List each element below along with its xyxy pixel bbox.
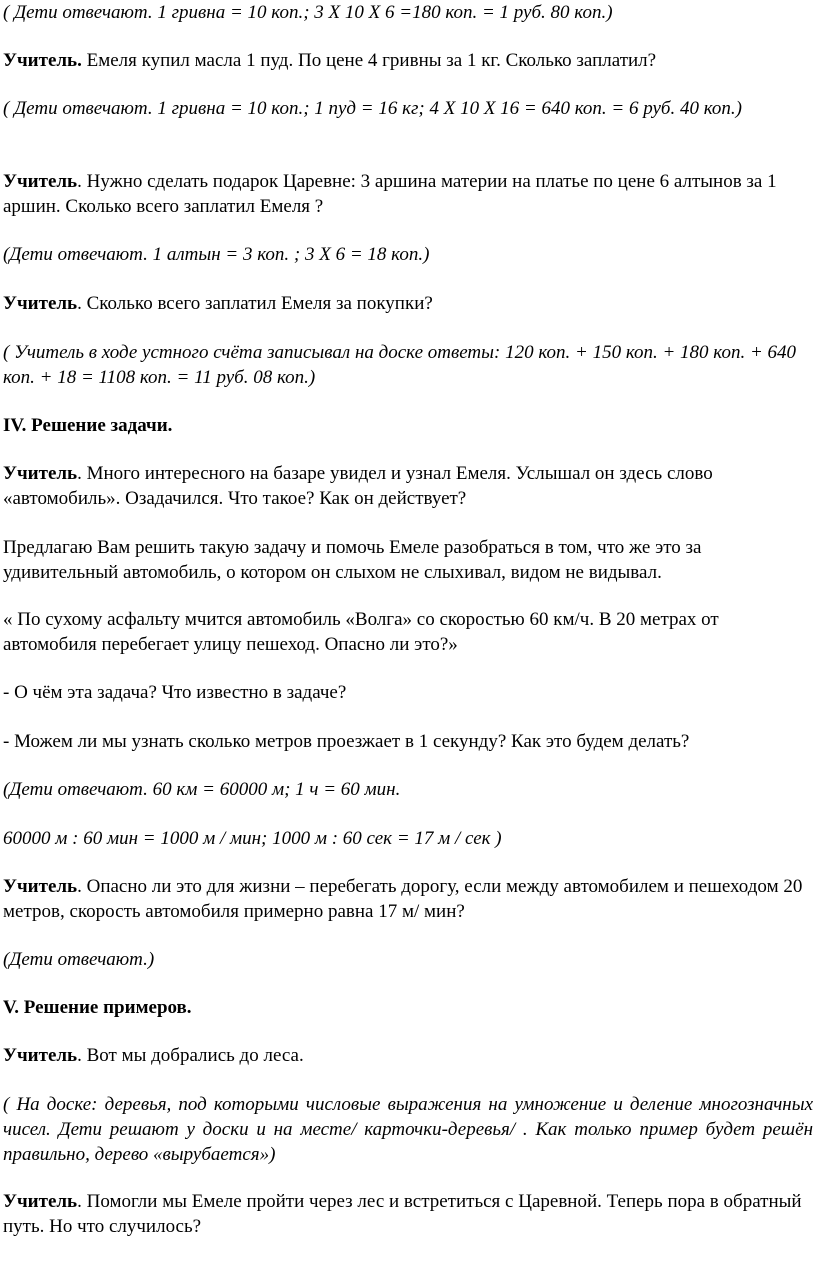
paragraph-text: . Нужно сделать подарок Царевне: 3 аршина материи на платье по цене 6 алтынов за 1 аршин. Сколько всего заплатил Емеля ?	[3, 171, 777, 217]
calculation-paragraph	[3, 826, 813, 851]
paragraph-text: ( Учитель в ходе устного счёта записывал на доске ответы: 120 коп. + 150 коп. + 180 коп. + 640 коп. + 18 = 1108 коп. = 11 руб. 08 коп.)	[3, 342, 797, 388]
teacher-paragraph	[3, 48, 813, 73]
section-heading	[3, 413, 813, 438]
body-paragraph	[3, 535, 813, 585]
paragraph-text: (Дети отвечают. 60 км = 60000 м; 1 ч = 60 мин.	[3, 779, 401, 800]
teacher-paragraph	[3, 874, 813, 924]
section-heading-text: IV. Решение задачи.	[3, 415, 173, 436]
teacher-paragraph	[3, 291, 813, 316]
problem-statement	[3, 607, 813, 657]
paragraph-text: (Дети отвечают.)	[3, 949, 155, 970]
teacher-paragraph	[3, 461, 813, 511]
teacher-paragraph	[3, 1189, 813, 1239]
section-heading-text: V. Решение примеров.	[3, 997, 192, 1018]
paragraph-text: . Вот мы добрались до леса.	[77, 1045, 304, 1066]
speaker-label: Учитель	[3, 293, 78, 314]
paragraph-text: ( Дети отвечают. 1 гривна = 10 коп.; 3 Х 10 Х 6 =180 коп. = 1 руб. 80 коп.)	[3, 2, 613, 23]
speaker-label: Учитель	[3, 463, 78, 484]
question-item	[3, 680, 813, 705]
children-answer-paragraph	[3, 0, 813, 25]
section-heading	[3, 995, 813, 1020]
paragraph-text: . Много интересного на базаре увидел и узнал Емеля. Услышал он здесь слово «автомобиль». Озадачился. Что такое? Как он действует?	[3, 463, 713, 509]
paragraph-text: - О чём эта задача? Что известно в задаче?	[3, 682, 347, 703]
question-item	[3, 729, 813, 754]
paragraph-text: « По сухому асфальту мчится автомобиль «Волга» со скоростью 60 км/ч. В 20 метрах от автомобиля перебегает улицу пешеход. Опасно ли это?»	[3, 609, 719, 655]
paragraph-text: - Можем ли мы узнать сколько метров проезжает в 1 секунду? Как это будем делать?	[3, 731, 690, 752]
paragraph-text: ( На доске: деревья, под которыми числовые выражения на умножение и деление многозначных чисел. Дети решают у доски и на месте/ карточки-деревья/ . Как только пример будет решён правильно, дерево «вырубается»)	[3, 1094, 813, 1165]
speaker-label: Учитель	[3, 1045, 78, 1066]
speaker-label: Учитель.	[3, 50, 82, 71]
children-answer-paragraph	[3, 242, 813, 267]
teacher-paragraph	[3, 1043, 813, 1068]
teacher-paragraph	[3, 169, 813, 219]
children-answer-paragraph	[3, 777, 813, 802]
paragraph-text: 60000 м : 60 мин = 1000 м / мин; 1000 м : 60 сек = 17 м / сек )	[3, 828, 502, 849]
paragraph-text: . Сколько всего заплатил Емеля за покупки?	[77, 293, 433, 314]
speaker-label: Учитель	[3, 171, 78, 192]
teacher-note-paragraph	[3, 340, 813, 390]
children-answer-paragraph	[3, 96, 813, 121]
paragraph-text: Емеля купил масла 1 пуд. По цене 4 гривны за 1 кг. Сколько заплатил?	[81, 50, 657, 71]
paragraph-text: ( Дети отвечают. 1 гривна = 10 коп.; 1 пуд = 16 кг; 4 Х 10 Х 16 = 640 коп. = 6 руб. 40 коп.)	[3, 98, 742, 119]
board-note-paragraph	[3, 1092, 813, 1167]
speaker-label: Учитель	[3, 1191, 78, 1212]
paragraph-text: . Опасно ли это для жизни – перебегать дорогу, если между автомобилем и пешеходом 20 метров, скорость автомобиля примерно равна 17 м/ мин?	[3, 876, 803, 922]
speaker-label: Учитель	[3, 876, 78, 897]
children-answer-paragraph	[3, 947, 813, 972]
paragraph-text: Предлагаю Вам решить такую задачу и помочь Емеле разобраться в том, что же это за удивительный автомобиль, о котором он слыхом не слыхивал, видом не видывал.	[3, 537, 702, 583]
paragraph-text: (Дети отвечают. 1 алтын = 3 коп. ; 3 Х 6 = 18 коп.)	[3, 244, 430, 265]
paragraph-text: . Помогли мы Емеле пройти через лес и встретиться с Царевной. Теперь пора в обратный путь. Но что случилось?	[3, 1191, 802, 1237]
